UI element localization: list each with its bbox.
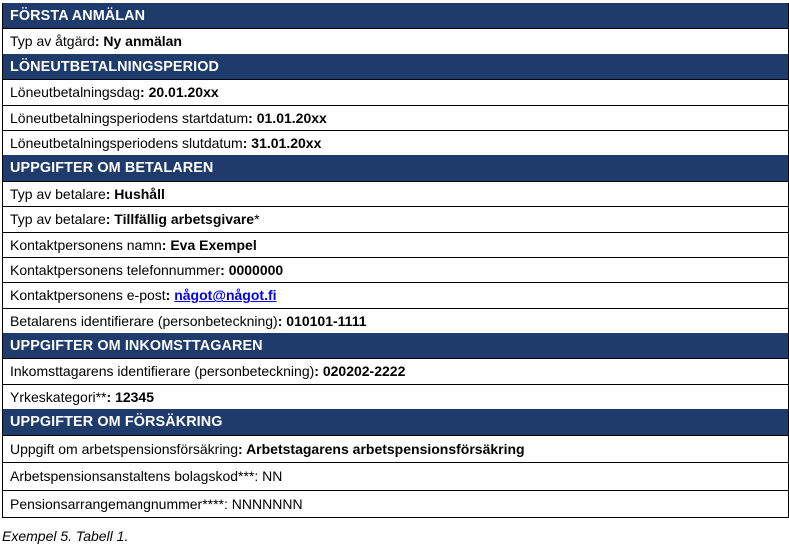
field-label: Löneutbetalningsperiodens startdatum: [10, 109, 249, 126]
field-row: [3, 181, 788, 206]
field-row: [3, 232, 788, 257]
field-label: Typ av betalare: [10, 185, 106, 202]
field-label: Typ av betalare: [10, 211, 106, 228]
field-row: [3, 462, 788, 490]
field-value: 20.01.20xx: [148, 84, 219, 101]
field-label: Betalarens identifierare (personbeteckning): [10, 312, 278, 329]
field-separator: :: [314, 363, 323, 380]
field-row: [3, 28, 788, 53]
section-header: LÖNEUTBETALNINGSPERIOD: [3, 54, 788, 79]
field-label: Pensionsarrangemangnummer****: [10, 495, 225, 512]
field-row: [3, 282, 788, 307]
field-separator: :: [254, 468, 263, 485]
field-value: Tillfällig arbetsgivare: [114, 211, 255, 228]
field-value: NNNNNNN: [231, 495, 303, 512]
section-header: UPPGIFTER OM FÖRSÄKRING: [3, 409, 788, 434]
field-value: NN: [262, 468, 283, 485]
field-label: Inkomsttagarens identifierare (personbeteckning): [10, 363, 315, 380]
field-separator: :: [165, 287, 175, 304]
field-row: [3, 105, 788, 130]
footnote-marker: *: [254, 211, 260, 228]
field-row: [3, 257, 788, 282]
field-label: Kontaktpersonens namn: [10, 236, 162, 253]
field-value: 31.01.20xx: [251, 134, 322, 151]
field-separator: :: [224, 495, 232, 512]
field-separator: :: [106, 388, 116, 405]
field-value: Hushåll: [114, 185, 165, 202]
field-row: [3, 79, 788, 104]
field-separator: :: [140, 84, 149, 101]
section-header: UPPGIFTER OM BETALAREN: [3, 155, 788, 180]
field-row: [3, 490, 788, 518]
field-label: Kontaktpersonens telefonnummer: [10, 261, 221, 278]
field-label: Uppgift om arbetspensionsförsäkring: [10, 440, 239, 457]
section-header: UPPGIFTER OM INKOMSTTAGAREN: [3, 333, 788, 358]
field-row: [3, 384, 788, 409]
table-caption: Exempel 5. Tabell 1.: [2, 528, 129, 544]
field-value: 010101-1111: [286, 312, 367, 329]
email-link[interactable]: något@något.fi: [174, 287, 277, 304]
field-label: Typ av åtgärd: [10, 33, 95, 50]
field-label: Arbetspensionsanstaltens bolagskod***: [10, 468, 255, 485]
section-header: FÖRSTA ANMÄLAN: [3, 3, 788, 28]
form-table: [2, 3, 789, 518]
field-row: [3, 358, 788, 383]
field-row: [3, 435, 788, 463]
field-label: Kontaktpersonens e-post: [10, 287, 166, 304]
field-value: Eva Exempel: [170, 236, 257, 253]
field-separator: :: [220, 261, 229, 278]
field-value: Arbetstagarens arbetspensionsförsäkring: [246, 440, 525, 457]
field-value: 0000000: [228, 261, 284, 278]
field-separator: :: [105, 211, 115, 228]
field-separator: :: [161, 236, 171, 253]
field-label: Löneutbetalningsdag: [10, 84, 141, 101]
field-separator: :: [242, 134, 252, 151]
field-row: [3, 130, 788, 155]
field-label: Löneutbetalningsperiodens slutdatum: [10, 134, 243, 151]
field-value: 01.01.20xx: [256, 109, 327, 126]
field-separator: :: [94, 33, 104, 50]
field-separator: :: [248, 109, 257, 126]
field-row: [3, 308, 788, 333]
field-separator: :: [238, 440, 247, 457]
field-value: 020202-2222: [322, 363, 406, 380]
field-value: 12345: [115, 388, 154, 405]
field-separator: :: [105, 185, 115, 202]
field-value: Ny anmälan: [103, 33, 182, 50]
field-row: [3, 206, 788, 231]
field-separator: :: [277, 312, 287, 329]
field-label: Yrkeskategori**: [10, 388, 107, 405]
